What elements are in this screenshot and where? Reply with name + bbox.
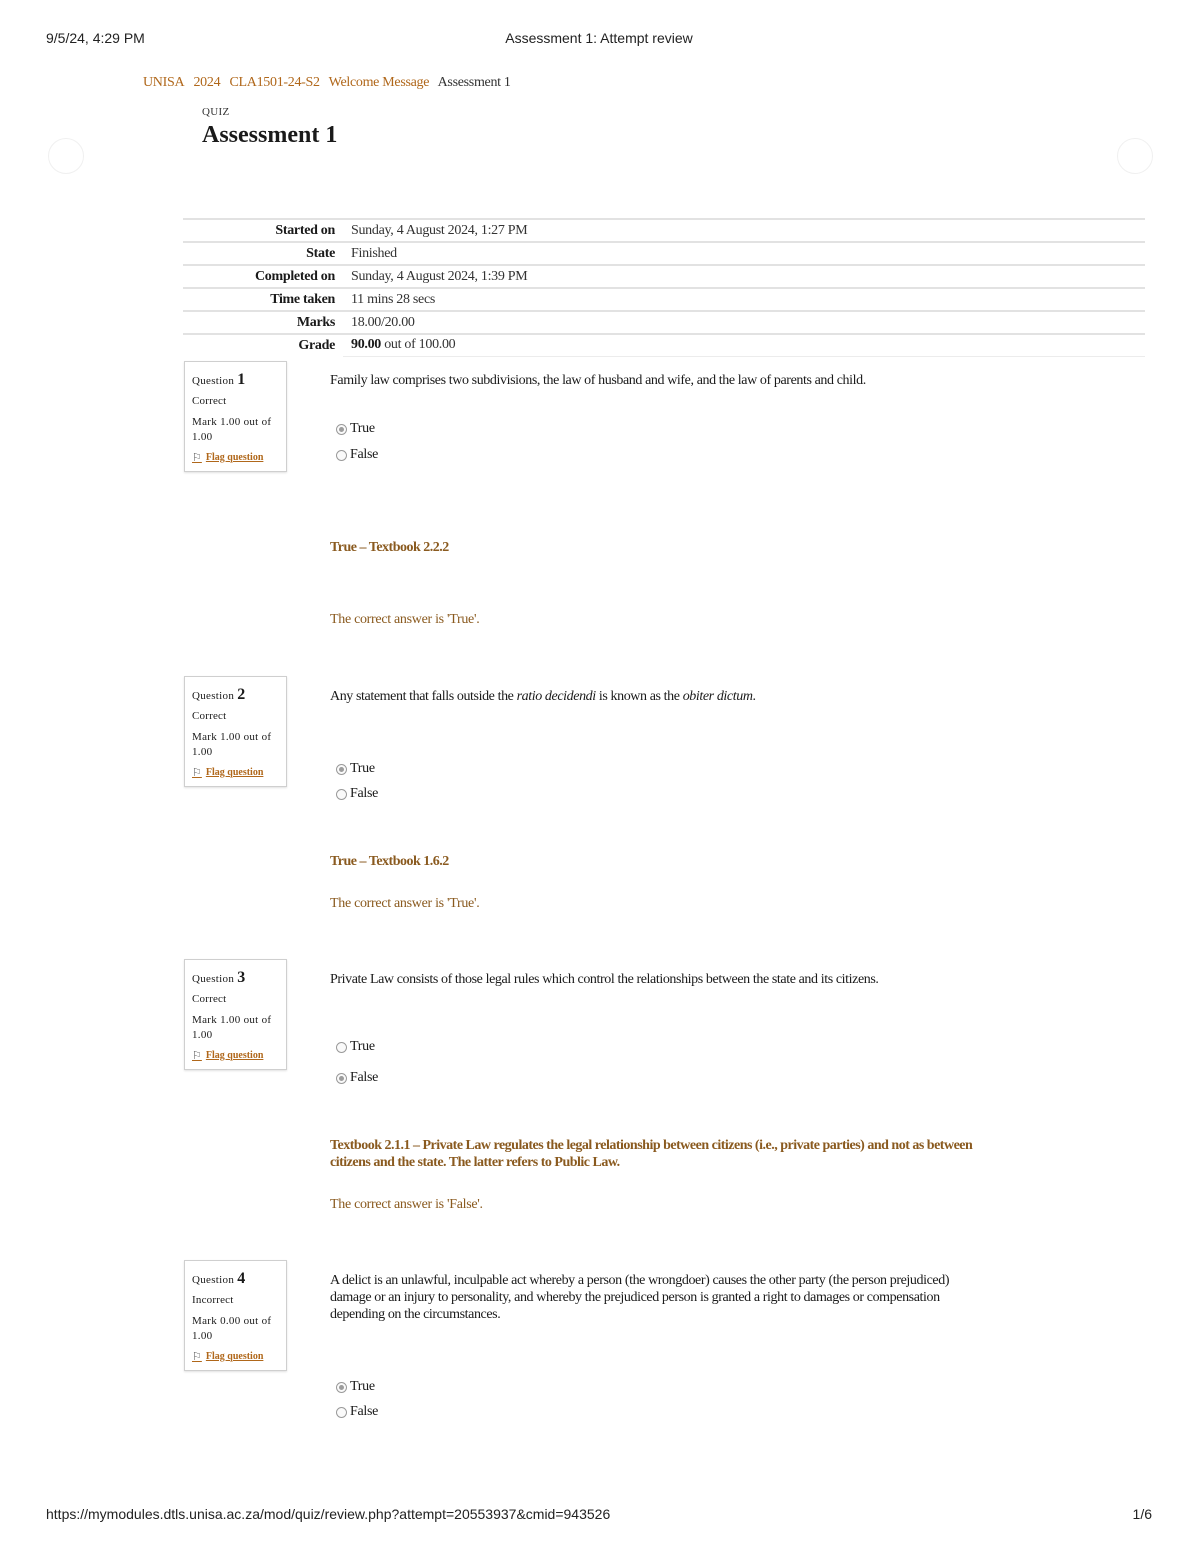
- summary-value: 18.00/20.00: [351, 314, 415, 330]
- radio-unselected[interactable]: [336, 450, 347, 461]
- q4-option-true[interactable]: True: [336, 1379, 375, 1395]
- breadcrumb-welcome-message[interactable]: Welcome Message: [328, 75, 430, 90]
- print-header: [46, 30, 1152, 50]
- summary-label: Completed on: [254, 268, 335, 284]
- breadcrumb: [143, 75, 511, 91]
- question-number: Question 2: [192, 686, 246, 703]
- previous-page-button[interactable]: [48, 138, 84, 174]
- q3-general-feedback: Textbook 2.1.1 – Private Law regulates the legal relationship between citizens (i.e., private parties) and not as between citizens and the state. The latter refers to Public Law.: [330, 1138, 973, 1170]
- breadcrumb-current: Assessment 1: [437, 75, 511, 90]
- summary-value: Finished: [351, 245, 397, 261]
- summary-label: State: [306, 245, 335, 261]
- q2-option-true[interactable]: True: [336, 761, 375, 777]
- question-grade: Mark 0.00 out of 1.00: [192, 1315, 272, 1342]
- question-1-info: [184, 361, 287, 472]
- print-footer: [46, 1506, 1152, 1526]
- summary-row: [183, 311, 1145, 334]
- question-grade: Mark 1.00 out of 1.00: [192, 731, 272, 758]
- flag-question-link[interactable]: ⚐ Flag question: [192, 452, 264, 464]
- grade-out-of: out of 100.00: [381, 337, 456, 353]
- q1-general-feedback: True – Textbook 2.2.2: [330, 540, 449, 555]
- summary-row: [183, 219, 1145, 242]
- page-number: 1/6: [1132, 1506, 1152, 1522]
- breadcrumb-unisa[interactable]: UNISA: [143, 75, 185, 90]
- next-page-button[interactable]: [1117, 138, 1153, 174]
- radio-unselected[interactable]: [336, 789, 347, 800]
- question-state: Correct: [192, 993, 227, 1005]
- radio-unselected[interactable]: [336, 1042, 347, 1053]
- flag-question-link[interactable]: ⚐ Flag question: [192, 1050, 264, 1062]
- q2-option-false[interactable]: False: [336, 786, 378, 802]
- summary-label: Started on: [275, 222, 335, 238]
- flag-icon: ⚐: [192, 452, 202, 464]
- summary-label: Grade: [298, 337, 335, 353]
- summary-row: [183, 334, 1145, 356]
- grade-value: 90.00: [351, 337, 382, 353]
- radio-selected[interactable]: [336, 1073, 347, 1084]
- flag-icon: ⚐: [192, 767, 202, 779]
- radio-unselected[interactable]: [336, 1407, 347, 1418]
- activity-type-label: QUIZ: [202, 106, 230, 118]
- question-2-text: Any statement that falls outside the ratio decidendi is known as the obiter dictum.: [330, 689, 756, 704]
- attempt-summary-table: [183, 218, 1145, 357]
- question-3-text: Private Law consists of those legal rules which control the relationships between the state and its citizens.: [330, 972, 879, 987]
- q1-option-true[interactable]: True: [336, 421, 375, 437]
- q3-option-true[interactable]: True: [336, 1039, 375, 1055]
- question-state: Incorrect: [192, 1294, 234, 1306]
- question-grade: Mark 1.00 out of 1.00: [192, 416, 272, 443]
- question-4-text: A delict is an unlawful, inculpable act whereby a person (the wrongdoer) causes the other party (the person prejudiced) damage or an injury to personality, and whereby the prejudiced person is granted a right to damages or compensation depending on the circumstances.: [330, 1273, 950, 1322]
- summary-row: [183, 265, 1145, 288]
- question-state: Correct: [192, 395, 227, 407]
- question-grade: Mark 1.00 out of 1.00: [192, 1014, 272, 1041]
- question-1-text: Family law comprises two subdivisions, the law of husband and wife, and the law of parents and child.: [330, 373, 866, 388]
- summary-value: [343, 334, 1145, 356]
- flag-icon: ⚐: [192, 1351, 202, 1363]
- radio-selected[interactable]: [336, 1382, 347, 1393]
- summary-value: Sunday, 4 August 2024, 1:27 PM: [351, 222, 528, 238]
- question-2-info: [184, 676, 287, 787]
- summary-row: [183, 242, 1145, 265]
- radio-selected[interactable]: [336, 764, 347, 775]
- q3-right-answer: The correct answer is 'False'.: [330, 1197, 483, 1212]
- q2-general-feedback: True – Textbook 1.6.2: [330, 854, 449, 869]
- summary-label: Marks: [296, 314, 335, 330]
- question-number: Question 1: [192, 371, 246, 388]
- breadcrumb-year[interactable]: 2024: [193, 75, 221, 90]
- print-title: Assessment 1: Attempt review: [505, 30, 693, 46]
- flag-question-link[interactable]: ⚐ Flag question: [192, 767, 264, 779]
- question-state: Correct: [192, 710, 227, 722]
- q1-option-false[interactable]: False: [336, 447, 378, 463]
- summary-value: Sunday, 4 August 2024, 1:39 PM: [351, 268, 528, 284]
- summary-row: [183, 288, 1145, 311]
- print-date: 9/5/24, 4:29 PM: [46, 30, 145, 46]
- print-url: https://mymodules.dtls.unisa.ac.za/mod/quiz/review.php?attempt=20553937&cmid=943526: [46, 1506, 611, 1522]
- question-3-info: [184, 959, 287, 1070]
- flag-question-link[interactable]: ⚐ Flag question: [192, 1351, 264, 1363]
- question-number: Question 3: [192, 969, 246, 986]
- question-4-info: [184, 1260, 287, 1371]
- page-title: Assessment 1: [202, 122, 338, 148]
- flag-icon: ⚐: [192, 1050, 202, 1062]
- breadcrumb-course[interactable]: CLA1501-24-S2: [229, 75, 320, 90]
- summary-value: 11 mins 28 secs: [351, 291, 436, 307]
- summary-label: Time taken: [270, 291, 335, 307]
- q1-right-answer: The correct answer is 'True'.: [330, 612, 480, 627]
- q2-right-answer: The correct answer is 'True'.: [330, 896, 480, 911]
- radio-selected[interactable]: [336, 424, 347, 435]
- question-number: Question 4: [192, 1270, 246, 1287]
- q3-option-false[interactable]: False: [336, 1070, 378, 1086]
- q4-option-false[interactable]: False: [336, 1404, 378, 1420]
